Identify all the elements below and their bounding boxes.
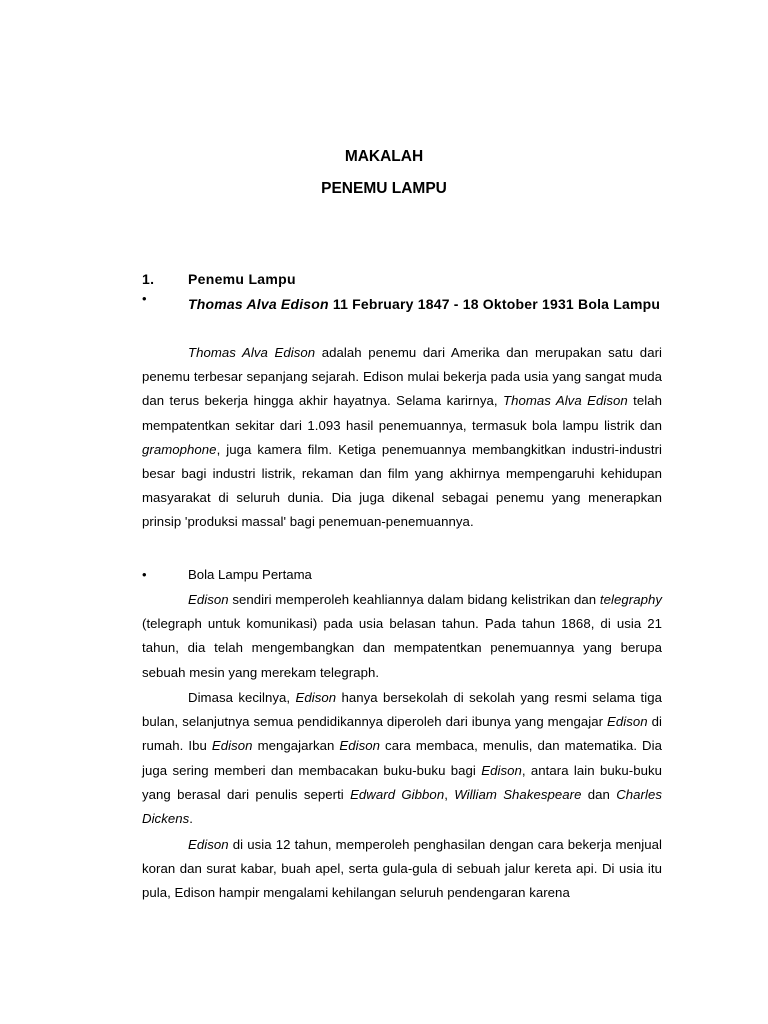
paragraph-text: di usia 12 tahun, memperoleh penghasilan dengan cara bekerja menjual koran dan surat kabar, buah apel, serta gula-gula di sebuah jalur kereta api. Di usia itu pula, Edison hampir mengalami kehilangan seluruh pendengaran karena (142, 837, 662, 901)
italic-name: Edison (188, 592, 229, 607)
bullet-item-edison (188, 290, 662, 318)
paragraph-text: adalah penemu dari Amerika dan merupakan satu dari penemu terbesar sepanjang sejarah. Edison mulai bekerja pada usia yang sangat muda dan terus bekerja hingga akhir hayatnya. Selama karirnya, (142, 345, 662, 409)
italic-name: Edison (188, 837, 229, 852)
paragraph-telegraphy (142, 588, 662, 685)
paragraph-text: hanya bersekolah di sekolah yang resmi selama tiga bulan, selanjutnya semua pendidikannya diperoleh dari ibunya yang mengajar (142, 690, 662, 730)
paragraph-childhood (142, 686, 662, 831)
paragraph-text: , antara lain buku-buku yang berasal dari penulis seperti (142, 762, 662, 802)
paragraph-text: dan (581, 786, 617, 802)
paragraph-text: , (444, 786, 455, 802)
section-number: 1. (142, 271, 155, 287)
bullet-item-name: Thomas Alva Edison (188, 296, 329, 312)
italic-term: telegraphy (599, 592, 662, 607)
bullet-item-text: 11 February 1847 - 18 Oktober 1931 Bola Lampu (328, 296, 661, 312)
bullet-icon: • (142, 567, 147, 582)
italic-name: Thomas Alva Edison (188, 345, 316, 360)
italic-name: Edward Gibbon (350, 786, 445, 802)
italic-name: Edison (339, 738, 381, 754)
italic-term: gramophone (142, 441, 217, 457)
paragraph-work (142, 833, 662, 906)
paragraph-text: mengajarkan (252, 738, 340, 754)
paragraph-text: (telegraph untuk komunikasi) pada usia belasan tahun. Pada tahun 1868, di usia 21 tahun, dia telah mengembangkan dan mempatentkan penemuannya yang berupa sebuah mesin yang merekam telegraph. (142, 616, 662, 680)
paragraph-text: telah mempatentkan sekitar dari 1.093 hasil penemuannya, termasuk bola lampu listrik dan (142, 393, 663, 433)
bullet-item-bola-lampu: Bola Lampu Pertama (188, 567, 312, 582)
paragraph-text: di rumah. Ibu (142, 714, 662, 754)
paragraph-intro (142, 341, 662, 535)
paragraph-text: , juga kamera film. Ketiga penemuannya membangkitkan industri-industri besar bagi industri listrik, rekaman dan film yang akhirnya mempengaruhi kehidupan masyarakat di seluruh dunia. Dia juga dikenal sebagai penemu yang menerapkan prinsip 'produksi massal' bagi penemuan-penemuannya. (142, 441, 662, 530)
paragraph-text: cara membaca, menulis, dan matematika. Dia juga sering memberi dan membacakan buku-buku bagi (142, 738, 662, 778)
italic-name: Edison (211, 738, 253, 754)
document-subtitle: PENEMU LAMPU (321, 180, 447, 197)
bullet-icon: • (142, 291, 147, 306)
italic-name: Charles Dickens (142, 786, 662, 827)
italic-name: Edison (481, 762, 522, 778)
paragraph-text: Dimasa kecilnya, (188, 690, 296, 705)
italic-name: Edison (295, 690, 337, 705)
italic-name: Edison (607, 714, 648, 730)
document-title: MAKALAH (344, 148, 424, 165)
italic-name: Thomas Alva Edison (503, 393, 628, 409)
paragraph-text: sendiri memperoleh keahliannya dalam bidang kelistrikan dan (228, 592, 600, 607)
paragraph-text: . (189, 811, 193, 827)
section-heading-text: Penemu Lampu (188, 271, 296, 287)
italic-name: William Shakespeare (454, 786, 582, 802)
